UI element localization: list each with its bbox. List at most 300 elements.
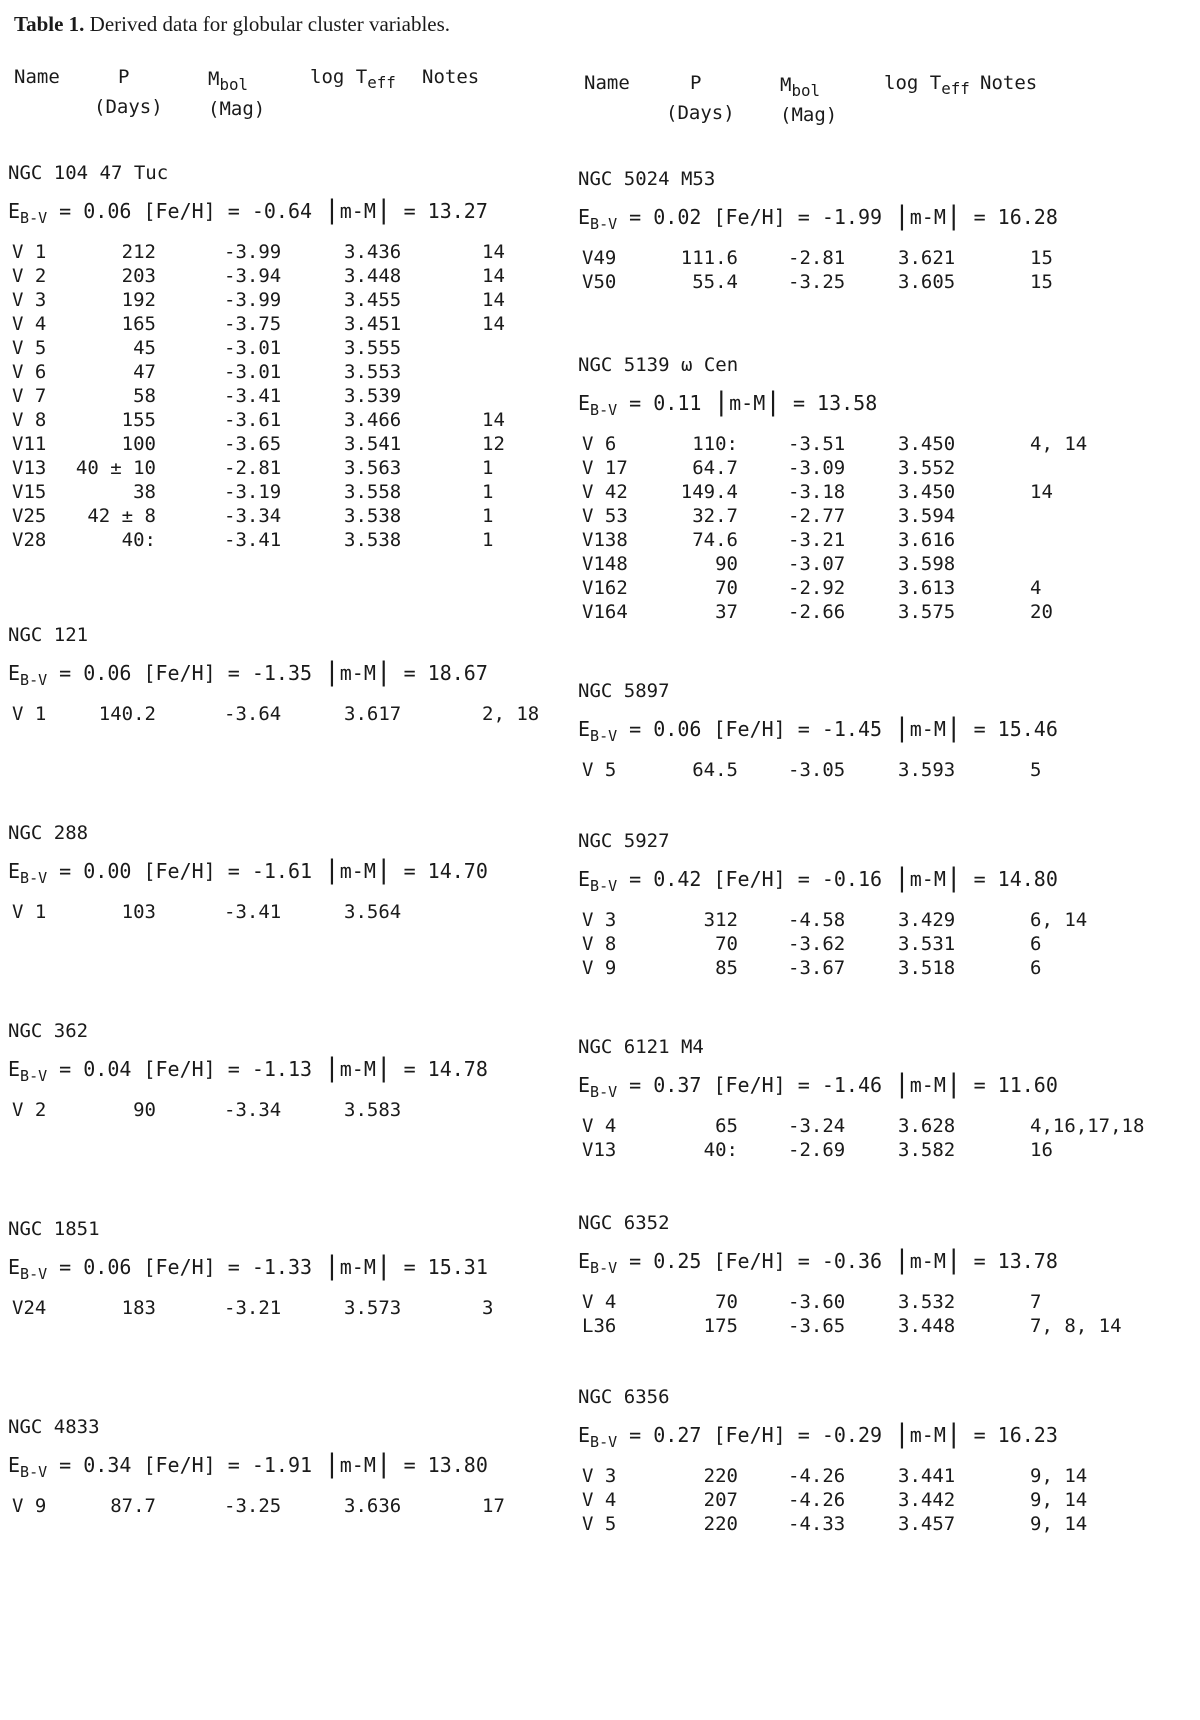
table-row <box>578 528 1138 552</box>
metallicity: [Fe/H] = -1.91 <box>143 1453 325 1477</box>
distance-modulus: = 18.67 <box>391 661 488 685</box>
variable-rows <box>578 1114 1145 1162</box>
metallicity: [Fe/H] = -1.46 <box>713 1073 895 1097</box>
period-value: 165 <box>121 313 156 335</box>
cluster-name: NGC 5897 <box>578 680 670 702</box>
cluster-params <box>8 1246 568 1286</box>
period-value: 87.7 <box>110 1495 156 1517</box>
distance-modulus: = 11.60 <box>961 1073 1058 1097</box>
period-value: 47 <box>133 361 156 383</box>
variable-rows <box>8 240 568 552</box>
notes-value: 6 <box>1030 933 1042 955</box>
period-value: 183 <box>121 1297 156 1319</box>
notes-value: 15 <box>1030 247 1053 269</box>
period-value: 55.4 <box>692 271 738 293</box>
logteff-value: 3.442 <box>898 1489 956 1511</box>
mbol-value: -3.65 <box>788 1315 846 1337</box>
mbol-value: -4.33 <box>788 1513 846 1535</box>
modulus-bar-right: | <box>945 863 962 893</box>
modulus-bar-right: | <box>765 387 781 417</box>
variable-name: V28 <box>12 529 47 551</box>
logteff-value: 3.466 <box>344 409 402 431</box>
period-value: 312 <box>703 909 738 931</box>
table-row <box>8 528 568 552</box>
logteff-value: 3.573 <box>344 1297 402 1319</box>
cluster-block <box>578 348 1138 624</box>
logteff-value: 3.450 <box>898 481 956 503</box>
variable-rows <box>8 1296 568 1320</box>
notes-value: 12 <box>482 433 505 455</box>
logteff-value: 3.451 <box>344 313 402 335</box>
mbol-value: -2.92 <box>788 577 846 599</box>
variable-rows <box>578 908 1138 980</box>
mbol-value: -3.99 <box>224 241 282 263</box>
cluster-block <box>578 674 1138 782</box>
table-row <box>8 360 568 384</box>
variable-rows <box>8 1098 568 1122</box>
logteff-value: 3.457 <box>898 1513 956 1535</box>
metallicity: [Fe/H] = -0.36 <box>713 1249 895 1273</box>
modulus-bar-left: | <box>713 387 730 417</box>
notes-value: 14 <box>482 409 505 431</box>
header-period: P <box>690 72 702 94</box>
distance-modulus: = 13.78 <box>961 1249 1058 1273</box>
mbol-value: -2.69 <box>788 1139 846 1161</box>
cluster-block <box>8 1212 568 1320</box>
reddening-subscript: B-V <box>20 1463 48 1481</box>
table-row <box>8 288 568 312</box>
header-logteff-subscript: eff <box>367 72 396 92</box>
period-value: 212 <box>121 241 156 263</box>
table-row <box>8 702 568 726</box>
table-row <box>8 384 568 408</box>
metallicity: [Fe/H] = -0.64 <box>143 199 325 223</box>
mbol-value: -3.41 <box>224 385 282 407</box>
cluster-name: NGC 288 <box>8 822 89 844</box>
variable-rows <box>578 1464 1138 1536</box>
header-logteff-subscript: eff <box>941 78 970 98</box>
reddening-value: = 0.04 <box>47 1057 144 1081</box>
table-row <box>578 600 1138 624</box>
modulus-label: m-M <box>339 661 376 685</box>
notes-value: 9, 14 <box>1030 1513 1088 1535</box>
reddening-label: E <box>578 205 591 229</box>
table-row <box>8 504 568 528</box>
reddening-label: E <box>8 661 21 685</box>
distance-modulus: = 14.80 <box>961 867 1058 891</box>
distance-modulus: = 16.28 <box>961 205 1058 229</box>
table-row <box>8 456 568 480</box>
logteff-value: 3.558 <box>344 481 402 503</box>
variable-rows <box>578 758 1138 782</box>
table-row <box>578 246 1138 270</box>
mbol-value: -3.61 <box>224 409 282 431</box>
reddening-subscript: B-V <box>20 1067 48 1085</box>
header-mbol-subscript: bol <box>219 74 249 94</box>
period-value: 110: <box>692 433 738 455</box>
mbol-value: -3.09 <box>788 457 846 479</box>
cluster-name: NGC 6352 <box>578 1212 670 1234</box>
logteff-value: 3.563 <box>344 457 402 479</box>
left-column <box>8 66 568 1518</box>
period-value: 40: <box>121 529 156 551</box>
period-value: 192 <box>121 289 156 311</box>
reddening-value: = 0.06 <box>47 661 144 685</box>
cluster-params <box>578 708 1138 748</box>
table-row <box>578 480 1138 504</box>
mbol-value: -2.81 <box>788 247 846 269</box>
mbol-value: -3.60 <box>788 1291 846 1313</box>
period-value: 70 <box>715 577 738 599</box>
logteff-value: 3.436 <box>344 241 402 263</box>
cluster-name: NGC 362 <box>8 1020 89 1042</box>
period-value: 32.7 <box>692 505 738 527</box>
variable-name: V 5 <box>582 1513 617 1535</box>
notes-value: 14 <box>482 265 505 287</box>
column-header <box>8 66 568 156</box>
modulus-bar-left: | <box>324 1449 340 1479</box>
notes-value: 1 <box>482 481 494 503</box>
cluster-block <box>578 1206 1138 1338</box>
distance-modulus: = 13.80 <box>391 1453 488 1477</box>
modulus-bar-right: | <box>945 1069 962 1099</box>
period-value: 45 <box>133 337 156 359</box>
modulus-label: m-M <box>339 1453 376 1477</box>
notes-value: 6, 14 <box>1030 909 1088 931</box>
table-row <box>578 1290 1138 1314</box>
table-row <box>8 1296 568 1320</box>
reddening-subscript: B-V <box>590 1259 618 1277</box>
variable-name: V 2 <box>12 1099 47 1121</box>
mbol-value: -3.21 <box>224 1297 282 1319</box>
variable-rows <box>578 1290 1138 1338</box>
mbol-value: -3.25 <box>224 1495 282 1517</box>
reddening-label: E <box>578 717 591 741</box>
modulus-bar-left: | <box>324 855 340 885</box>
metallicity: [Fe/H] = -0.16 <box>713 867 895 891</box>
table-row <box>8 1098 568 1122</box>
reddening-subscript: B-V <box>20 671 48 689</box>
distance-modulus: = 15.31 <box>391 1255 488 1279</box>
notes-value: 14 <box>482 289 505 311</box>
cluster-name: NGC 1851 <box>8 1218 100 1240</box>
variable-name: V 9 <box>582 957 617 979</box>
modulus-bar-right: | <box>375 195 392 225</box>
distance-modulus: = 15.46 <box>961 717 1058 741</box>
logteff-value: 3.594 <box>898 505 956 527</box>
period-value: 64.5 <box>692 759 738 781</box>
header-logteff: $\log T_{eff}$ <box>310 66 396 92</box>
logteff-value: 3.598 <box>898 553 956 575</box>
mbol-value: -2.81 <box>224 457 282 479</box>
variable-name: V 2 <box>12 265 47 287</box>
cluster-block <box>578 824 1138 980</box>
cluster-name: NGC 5024 M53 <box>578 168 716 190</box>
table-row <box>8 336 568 360</box>
reddening-label: E <box>578 867 591 891</box>
mbol-value: -3.94 <box>224 265 282 287</box>
cluster-name: NGC 5139 ω Cen <box>578 354 739 376</box>
cluster-name: NGC 6121 M4 <box>578 1036 704 1058</box>
table-row <box>578 1314 1138 1338</box>
period-value: 90 <box>133 1099 156 1121</box>
reddening-label: E <box>8 199 21 223</box>
cluster-params <box>8 1048 568 1088</box>
variable-name: V 3 <box>582 1465 617 1487</box>
reddening-label: E <box>8 1057 21 1081</box>
header-mbol-unit: (Mag) <box>208 98 266 120</box>
period-value: 103 <box>121 901 156 923</box>
table-row <box>8 480 568 504</box>
variable-name: V50 <box>582 271 617 293</box>
notes-value: 14 <box>1030 481 1053 503</box>
period-value: 64.7 <box>692 457 738 479</box>
logteff-value: 3.539 <box>344 385 402 407</box>
reddening-value: = 0.06 <box>47 1255 144 1279</box>
cluster-block <box>8 156 568 552</box>
modulus-label: m-M <box>909 205 946 229</box>
notes-value: 14 <box>482 241 505 263</box>
mbol-value: -3.41 <box>224 901 282 923</box>
logteff-value: 3.616 <box>898 529 956 551</box>
metallicity: [Fe/H] = -1.45 <box>713 717 895 741</box>
notes-value: 9, 14 <box>1030 1489 1088 1511</box>
distance-modulus: = 14.78 <box>391 1057 488 1081</box>
notes-value: 6 <box>1030 957 1042 979</box>
mbol-value: -3.25 <box>788 271 846 293</box>
table-row <box>578 576 1138 600</box>
variable-name: V 1 <box>12 241 47 263</box>
period-value: 207 <box>703 1489 738 1511</box>
header-mbol: $M_{bol}$ <box>208 68 249 94</box>
table-row <box>578 270 1138 294</box>
modulus-bar-right: | <box>945 201 962 231</box>
notes-value: 1 <box>482 457 494 479</box>
period-value: 100 <box>121 433 156 455</box>
modulus-bar-left: | <box>324 657 340 687</box>
period-value: 155 <box>121 409 156 431</box>
reddening-label: E <box>578 1423 591 1447</box>
mbol-value: -3.05 <box>788 759 846 781</box>
notes-value: 17 <box>482 1495 505 1517</box>
modulus-bar-left: | <box>894 863 910 893</box>
logteff-value: 3.621 <box>898 247 956 269</box>
period-value: 42 ± 8 <box>87 505 156 527</box>
table-row <box>578 932 1138 956</box>
metallicity: [Fe/H] = -1.99 <box>713 205 895 229</box>
period-value: 90 <box>715 553 738 575</box>
notes-value: 15 <box>1030 271 1053 293</box>
variable-name: V15 <box>12 481 47 503</box>
cluster-params <box>8 850 568 890</box>
metallicity: [Fe/H] = -1.35 <box>143 661 325 685</box>
mbol-value: -3.65 <box>224 433 282 455</box>
mbol-value: -3.99 <box>224 289 282 311</box>
table-row <box>578 1464 1138 1488</box>
modulus-label: m-M <box>909 1073 946 1097</box>
modulus-bar-left: | <box>894 1245 910 1275</box>
modulus-bar-right: | <box>375 1449 392 1479</box>
reddening-value: = 0.42 <box>617 867 714 891</box>
variable-name: V49 <box>582 247 617 269</box>
logteff-value: 3.564 <box>344 901 402 923</box>
variable-name: V 6 <box>582 433 617 455</box>
period-value: 175 <box>703 1315 738 1337</box>
logteff-value: 3.553 <box>344 361 402 383</box>
table-row <box>8 408 568 432</box>
table-row <box>578 552 1138 576</box>
modulus-label: m-M <box>339 1057 376 1081</box>
notes-value: 14 <box>482 313 505 335</box>
notes-value: 1 <box>482 529 494 551</box>
table-row <box>578 758 1138 782</box>
mbol-value: -3.51 <box>788 433 846 455</box>
logteff-value: 3.583 <box>344 1099 402 1121</box>
cluster-params <box>8 652 568 692</box>
notes-value: 16 <box>1030 1139 1053 1161</box>
period-value: 40: <box>703 1139 738 1161</box>
header-name: Name <box>14 66 60 88</box>
table-row <box>8 264 568 288</box>
notes-value: 9, 14 <box>1030 1465 1088 1487</box>
reddening-value: = 0.11 <box>617 391 714 415</box>
period-value: 40 ± 10 <box>75 457 156 479</box>
modulus-bar-right: | <box>945 713 962 743</box>
mbol-value: -3.75 <box>224 313 282 335</box>
logteff-value: 3.575 <box>898 601 956 623</box>
mbol-value: -3.01 <box>224 337 282 359</box>
variable-name: V13 <box>12 457 47 479</box>
table-row <box>578 456 1138 480</box>
table-row <box>578 1488 1138 1512</box>
cluster-block <box>8 618 568 726</box>
table-row <box>578 908 1138 932</box>
period-value: 111.6 <box>680 247 738 269</box>
cluster-name: NGC 104 47 Tuc <box>8 162 169 184</box>
variable-rows <box>578 246 1138 294</box>
table-row <box>578 504 1138 528</box>
notes-value: 20 <box>1030 601 1053 623</box>
period-value: 85 <box>715 957 738 979</box>
modulus-label: m-M <box>339 199 376 223</box>
reddening-subscript: B-V <box>590 401 618 419</box>
distance-modulus: = 13.58 <box>780 391 878 415</box>
mbol-value: -3.64 <box>224 703 282 725</box>
modulus-bar-right: | <box>375 1053 392 1083</box>
variable-name: V 1 <box>12 901 47 923</box>
variable-rows <box>8 702 568 726</box>
reddening-subscript: B-V <box>590 877 618 895</box>
variable-name: V 4 <box>12 313 47 335</box>
logteff-value: 3.429 <box>898 909 956 931</box>
modulus-bar-left: | <box>894 201 910 231</box>
logteff-value: 3.582 <box>898 1139 956 1161</box>
period-value: 65 <box>715 1115 738 1137</box>
mbol-value: -3.41 <box>224 529 282 551</box>
mbol-value: -3.18 <box>788 481 846 503</box>
header-notes: Notes <box>980 72 1038 94</box>
logteff-value: 3.555 <box>344 337 402 359</box>
cluster-name: NGC 6356 <box>578 1386 670 1408</box>
right-column <box>578 72 1145 1536</box>
logteff-value: 3.455 <box>344 289 402 311</box>
logteff-value: 3.541 <box>344 433 402 455</box>
period-value: 220 <box>703 1465 738 1487</box>
cluster-block <box>578 1380 1138 1536</box>
notes-value: 3 <box>482 1297 494 1319</box>
column-header <box>578 72 1138 162</box>
notes-value: 7, 8, 14 <box>1030 1315 1122 1337</box>
notes-value: 4 <box>1030 577 1042 599</box>
variable-name: V25 <box>12 505 47 527</box>
variable-rows <box>578 432 1138 624</box>
cluster-name: NGC 121 <box>8 624 89 646</box>
reddening-value: = 0.06 <box>617 717 714 741</box>
header-period-unit: (Days) <box>94 96 163 118</box>
modulus-bar-left: | <box>894 1069 910 1099</box>
modulus-bar-left: | <box>894 713 910 743</box>
table-row <box>578 1512 1138 1536</box>
variable-name: V 8 <box>12 409 47 431</box>
modulus-label: m-M <box>909 1249 946 1273</box>
modulus-bar-right: | <box>375 657 392 687</box>
mbol-value: -2.66 <box>788 601 846 623</box>
table-row <box>8 432 568 456</box>
header-mbol-subscript: bol <box>791 80 821 100</box>
mbol-value: -3.34 <box>224 1099 282 1121</box>
variable-name: V 3 <box>582 909 617 931</box>
variable-name: V 1 <box>12 703 47 725</box>
cluster-params <box>578 1414 1138 1454</box>
cluster-params <box>8 1444 568 1484</box>
period-value: 70 <box>715 933 738 955</box>
mbol-value: -3.34 <box>224 505 282 527</box>
modulus-bar-right: | <box>945 1419 962 1449</box>
table-row <box>578 956 1138 980</box>
modulus-bar-right: | <box>945 1245 962 1275</box>
cluster-params <box>578 1240 1138 1280</box>
logteff-value: 3.593 <box>898 759 956 781</box>
reddening-subscript: B-V <box>20 1265 48 1283</box>
reddening-label: E <box>8 1255 21 1279</box>
logteff-value: 3.532 <box>898 1291 956 1313</box>
mbol-value: -3.62 <box>788 933 846 955</box>
variable-name: V 5 <box>12 337 47 359</box>
cluster-params <box>578 382 1138 422</box>
logteff-value: 3.518 <box>898 957 956 979</box>
modulus-label: m-M <box>339 859 376 883</box>
reddening-subscript: B-V <box>20 209 48 227</box>
reddening-value: = 0.27 <box>617 1423 714 1447</box>
reddening-subscript: B-V <box>590 1433 618 1451</box>
variable-name: V 53 <box>582 505 628 527</box>
variable-name: V 4 <box>582 1291 617 1313</box>
modulus-label: m-M <box>909 1423 946 1447</box>
distance-modulus: = 13.27 <box>391 199 488 223</box>
logteff-value: 3.613 <box>898 577 956 599</box>
table-row <box>578 432 1138 456</box>
period-value: 37 <box>715 601 738 623</box>
reddening-value: = 0.34 <box>47 1453 144 1477</box>
reddening-subscript: B-V <box>590 727 618 745</box>
mbol-value: -4.58 <box>788 909 846 931</box>
modulus-bar-right: | <box>375 1251 392 1281</box>
header-logteff: $\log T_{eff}$ <box>884 72 970 98</box>
reddening-label: E <box>8 1453 21 1477</box>
logteff-value: 3.538 <box>344 529 402 551</box>
metallicity: [Fe/H] = -1.61 <box>143 859 325 883</box>
table-row <box>8 240 568 264</box>
